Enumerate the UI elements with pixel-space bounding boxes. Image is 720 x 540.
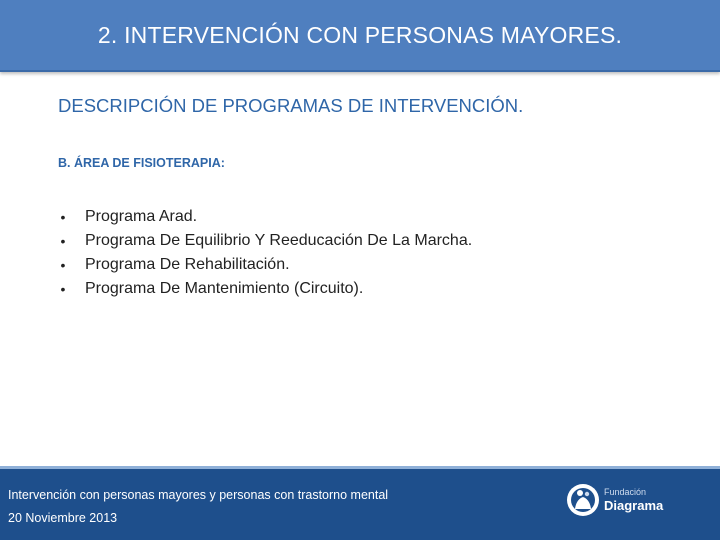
title-bar [0,0,720,72]
list-item-text: Programa De Rehabilitación. [85,256,290,273]
list-item-text: Programa De Equilibrio Y Reeducación De La Marcha. [85,232,473,249]
bullet-icon: • [60,281,66,297]
bullet-icon: • [60,233,66,249]
section-heading: DESCRIPCIÓN DE PROGRAMAS DE INTERVENCIÓN. [58,95,524,116]
list-item-text: Programa Arad. [85,208,198,225]
list-item [56,229,472,253]
bullet-icon: • [60,209,66,225]
list-item [56,205,472,229]
logo-big-text: Diagrama [604,498,664,513]
logo-small-text: Fundación [604,487,647,497]
footer-divider [0,466,720,469]
footer-date: 20 Noviembre 2013 [8,511,118,525]
slide-title: 2. INTERVENCIÓN CON PERSONAS MAYORES. [97,21,623,48]
subsection-heading: B. ÁREA DE FISIOTERAPIA: [58,156,225,170]
fundacion-diagrama-logo [566,481,676,519]
program-list [56,205,472,301]
list-item [56,277,472,301]
bullet-icon: • [60,257,66,273]
list-item [56,253,472,277]
list-item-text: Programa De Mantenimiento (Circuito). [85,280,364,297]
logo-mark-icon [566,483,600,517]
footer-caption: Intervención con personas mayores y personas con trastorno mental [8,488,389,502]
logo-wordmark [604,488,663,512]
